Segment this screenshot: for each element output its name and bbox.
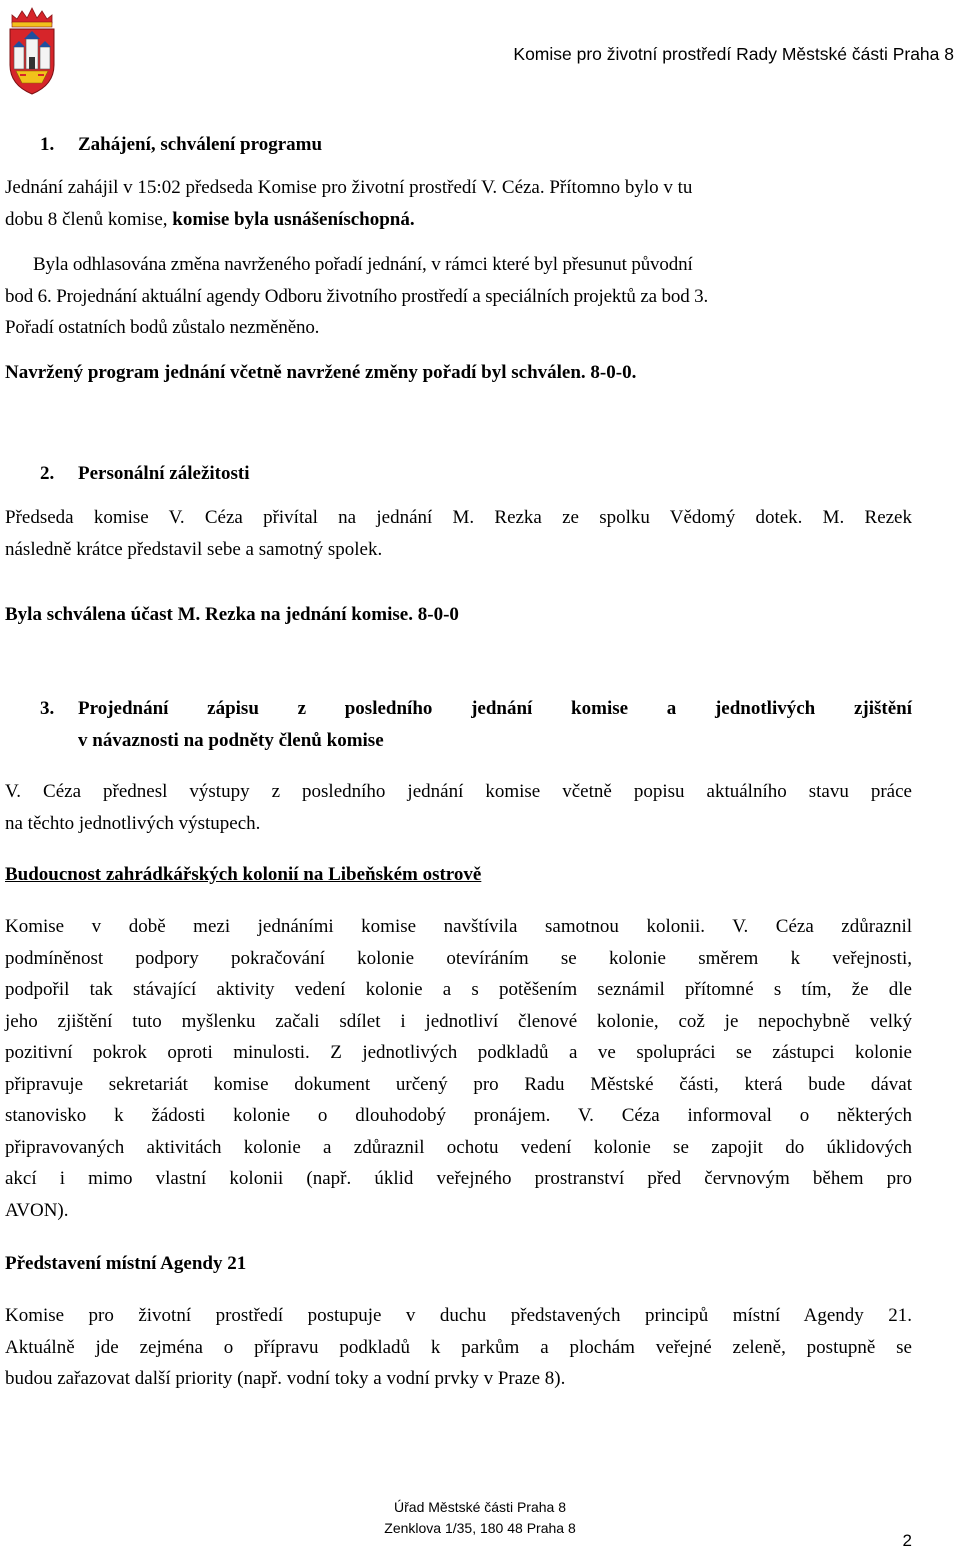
- section-2-resolution: Byla schválena účast M. Rezka na jednání komise. 8-0-0: [5, 604, 459, 625]
- text-line: podpořil tak stávající aktivity vedení kolonie a s potěšením seznámil přítomné s tím, že dle: [5, 979, 912, 1000]
- page-number: 2: [902, 1531, 912, 1550]
- section-title-line: Projednání zápisu z posledního jednání komise a jednotlivých zjištění: [78, 698, 912, 719]
- text-line: [5, 204, 912, 236]
- section-3-paragraph-1: [5, 776, 912, 839]
- agenda-21-heading: Představení místní Agendy 21: [5, 1253, 247, 1274]
- text-line: připravovaných aktivitách kolonie a zdůraznil ochotu vedení kolonie se zapojit do úklidových: [5, 1136, 912, 1158]
- section-title: Zahájení, schválení programu: [78, 134, 323, 155]
- text-line: Komise v době mezi jednáními komise navštívila samotnou kolonii. V. Céza zdůraznil: [5, 916, 912, 937]
- praha-8-coat-of-arms-icon: [6, 5, 58, 97]
- text-line: Komise pro životní prostředí postupuje v duchu představených principů místní Agendy 21.: [5, 1305, 912, 1326]
- section-number: 3.: [40, 698, 55, 719]
- header-title: Komise pro životní prostředí Rady Městské části Praha 8: [513, 44, 954, 64]
- text-line: budou zařazovat další priority (např. vodní toky a vodní prvky v Praze 8).: [5, 1368, 566, 1389]
- text-line: Pořadí ostatních bodů zůstalo nezměněno.: [5, 317, 320, 338]
- section-2-paragraph-1: [5, 502, 912, 565]
- text-line: AVON).: [5, 1199, 69, 1221]
- text-line: jeho zjištění tuto myšlenku začali sdílet i jednotliví členové kolonie, což je nepochybně velký: [5, 1010, 912, 1032]
- text-line: podmíněnost podpory pokračování kolonie otevíráním se kolonie směrem k veřejnosti,: [5, 947, 912, 969]
- garden-colonies-heading: Budoucnost zahrádkářských kolonií na Libeňském ostrově: [5, 864, 482, 885]
- text-line: Jednání zahájil v 15:02 předseda Komise pro životní prostředí V. Céza. Přítomno bylo v tu: [5, 177, 693, 198]
- agenda-21-paragraph: [5, 1300, 912, 1395]
- text-line: stanovisko k žádosti kolonie o dlouhodobý pronájem. V. Céza informoval o některých: [5, 1105, 912, 1126]
- section-title: Personální záležitosti: [78, 463, 250, 484]
- text-line: Předseda komise V. Céza přivítal na jednání M. Rezka ze spolku Vědomý dotek. M. Rezek: [5, 507, 912, 528]
- text-line: Byla odhlasována změna navrženého pořadí jednání, v rámci které byl přesunut původní: [33, 254, 693, 275]
- section-1-paragraph-2: [5, 249, 912, 344]
- text-line: Aktuálně jde zejména o přípravu podkladů k parkům a plochám veřejné zeleně, postupně se: [5, 1336, 912, 1358]
- section-number: 1.: [40, 134, 55, 155]
- footer-office-name: Úřad Městské části Praha 8: [394, 1499, 566, 1515]
- section-1-paragraph-1: [5, 172, 912, 235]
- text-line: pozitivní pokrok oproti minulosti. Z jednotlivých podkladů a ve spolupráci se zástupci kolonie: [5, 1042, 912, 1063]
- garden-colonies-paragraph: [5, 911, 912, 1226]
- quorum-statement: komise byla usnášeníschopná.: [172, 208, 415, 230]
- text-line: připravuje sekretariát komise dokument určený pro Radu Městské části, která bude dávat: [5, 1073, 912, 1095]
- text-line: akcí i mimo vlastní kolonii (např. úklid veřejného prostranství před červnovým během pro: [5, 1168, 912, 1189]
- text-line: na těchto jednotlivých výstupech.: [5, 812, 261, 834]
- section-title-line: v návaznosti na podněty členů komise: [78, 730, 384, 751]
- section-number: 2.: [40, 463, 55, 484]
- section-1-resolution: Navržený program jednání včetně navržené změny pořadí byl schválen. 8-0-0.: [5, 362, 637, 383]
- text-span: dobu 8 členů komise,: [5, 208, 173, 230]
- text-line: bod 6. Projednání aktuální agendy Odboru životního prostředí a speciálních projektů za bod 3.: [5, 285, 709, 307]
- text-line: V. Céza přednesl výstupy z posledního jednání komise včetně popisu aktuálního stavu práce: [5, 781, 912, 802]
- section-3-heading: [40, 693, 912, 757]
- text-line: následně krátce představil sebe a samotný spolek.: [5, 538, 383, 560]
- footer-address: Zenklova 1/35, 180 48 Praha 8: [384, 1520, 576, 1536]
